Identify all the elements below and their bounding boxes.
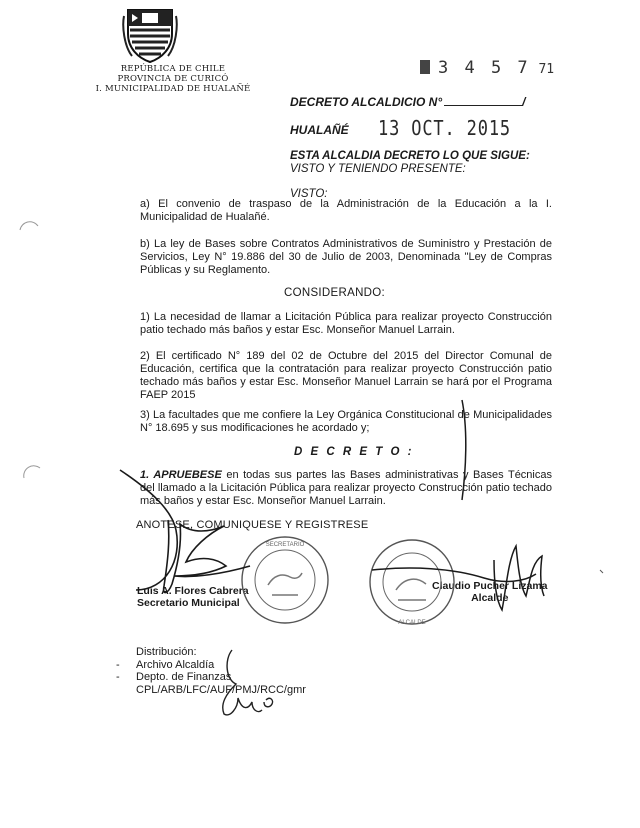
distribution-item: - Depto. de Finanzas [116, 671, 232, 683]
header-country: REPÚBLICA DE CHILE [120, 64, 226, 74]
header-province: PROVINCIA DE CURICÓ [117, 74, 229, 84]
considerando-heading: CONSIDERANDO: [284, 287, 386, 299]
signatory-right-title: Alcalde [471, 592, 509, 604]
apruebese-text: en todas sus partes las Bases administrativas y Bases Técnicas del llamado a la Licitación Pública para realizar proyecto Construcción patio techado más baños y estar Esc. Monseñor Manuel Larrain. [140, 469, 552, 507]
decree-title [290, 95, 525, 109]
secretary-seal-icon [242, 537, 328, 623]
stamp-mark-icon [420, 60, 430, 74]
stamp-number: 3 4 5 7 [438, 58, 531, 78]
signatory-right [432, 580, 548, 604]
decreto-heading: D E C R E T O : [294, 446, 414, 458]
signatory-left-title: Secretario Municipal [137, 597, 240, 609]
decree-number-blank [444, 105, 522, 106]
signatory-left-name: Luis A. Flores Cabrera [137, 585, 249, 597]
esta-alcaldia-line: ESTA ALCALDIA DECRETO LO QUE SIGUE: [290, 150, 530, 162]
municipal-crest-icon [122, 6, 178, 64]
svg-text:SECRETARIO: SECRETARIO [265, 542, 305, 548]
distribution-item: - Archivo Alcaldía [116, 658, 215, 671]
date-stamp: 13 OCT. 2015 [378, 116, 512, 140]
issuer-header [78, 64, 268, 94]
punch-hole-top [20, 222, 38, 230]
distribution-initials: CPL/ARB/LFC/AUF/PMJ/RCC/gmr [136, 683, 306, 696]
paragraph-1: 1) La necesidad de llamar a Licitación Pública para realizar proyecto Construcción patio techado más baños y estar Esc. Monseñor Manuel Larrain. [140, 311, 552, 336]
place-label: HUALAÑÉ [290, 123, 349, 137]
anotese-line: ANOTESE, COMUNIQUESE Y REGISTRESE [136, 519, 369, 531]
distribution-list [116, 646, 306, 696]
distribution-label: Distribución: [136, 646, 197, 658]
header-municipality: I. MUNICIPALIDAD DE HUALAÑÉ [95, 84, 251, 94]
resolution-apruebese [140, 469, 552, 508]
signatory-right-name: Claudio Pucher Lizama [432, 580, 548, 592]
decree-label: DECRETO ALCALDICIO N° [290, 95, 443, 109]
decree-number-stamp: 3 4 5 7 71 [420, 58, 554, 78]
paragraph-b: b) La ley de Bases sobre Contratos Administrativos de Suministro y Prestación de Servicios, Ley N° 19.886 del 30 de Julio de 2003, Denominada "Ley de Compras Públicas y su Reglamento. [140, 238, 552, 276]
punch-hole-bottom [24, 466, 40, 478]
visto-teniendo-line: VISTO Y TENIENDO PRESENTE: [290, 163, 466, 175]
paragraph-2: 2) El certificado N° 189 del 02 de Octubre del 2015 del Director Comunal de Educación, certifica que la contratación para realizar proyecto Construcción patio techado más baños y estar Esc. Monseñor Manuel Larrain se hará por el Programa FAEP 2015 [140, 350, 552, 401]
signatory-left [137, 585, 249, 609]
svg-text:ALCALDE: ALCALDE [398, 620, 426, 626]
paragraph-a: a) El convenio de traspaso de la Administración de la Educación a la I. Municipalidad de Hualañé. [140, 198, 552, 223]
apruebese-label: 1. APRUEBESE [140, 469, 222, 481]
paragraph-3: 3) La facultades que me confiere la Ley Orgánica Constitucional de Municipalidades N° 18.695 y sus modificaciones he acordado y; [140, 409, 552, 434]
visto-heading: VISTO: [290, 188, 328, 200]
decree-suffix: / [522, 95, 526, 109]
